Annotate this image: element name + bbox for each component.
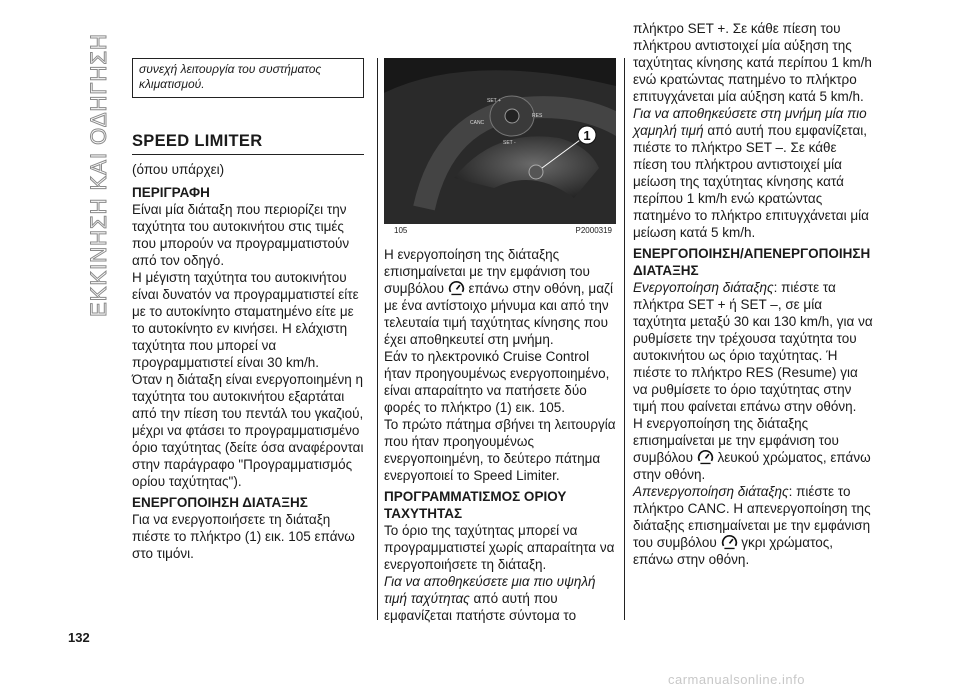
column-middle xyxy=(384,58,616,624)
btn-set-plus-label: SET + xyxy=(487,98,501,104)
watermark: carmanualsonline.info xyxy=(668,672,805,687)
paragraph-text: γκρι χρώματος, επάνω στην οθόνη. xyxy=(633,535,833,567)
paragraph xyxy=(633,483,873,568)
callout-number: 1 xyxy=(583,128,591,143)
heading-activation-deactivation: ΕΝΕΡΓΟΠΟΙΗΣΗ/ΑΠΕΝΕΡΓΟΠΟΙΗΣΗ ΔΙΑΤΑΞΗΣ xyxy=(633,246,871,278)
btn-set-minus-label: SET - xyxy=(503,140,516,146)
paragraph-italic: Απενεργοποίηση διάταξης xyxy=(633,484,789,499)
paragraph: Για να ενεργοποιήσετε τη διάταξη πιέστε το πλήκτρο (1) εικ. 105 επάνω στο τιμόνι. xyxy=(132,512,355,561)
chapter-title: ΕΚΚΙΝΗΣΗ ΚΑΙ ΟΔΗΓΗΣΗ xyxy=(86,33,111,317)
steering-wheel-figure xyxy=(384,58,616,224)
paragraph xyxy=(384,246,616,348)
figure-caption xyxy=(384,224,616,238)
heading-description: ΠΕΡΙΓΡΑΦΗ xyxy=(132,185,210,200)
paragraph: Το πρώτο πάτημα σβήνει τη λειτουργία που ήταν προηγουμένως ενεργοποιημένη, το δεύτερο πάτημα ενεργοποιεί το Speed Limiter. xyxy=(384,417,616,483)
paragraph-text: λευκού χρώματος, επάνω στην οθόνη. xyxy=(633,450,871,482)
speed-limiter-icon xyxy=(721,534,738,551)
column-divider xyxy=(377,58,378,620)
paragraph: πλήκτρο SET +. Σε κάθε πίεση του πλήκτρου αντιστοιχεί μία αύξηση της ταχύτητας κίνησης κατά περίπου 1 km/h ενώ κρατώντας πατημένο το πλήκτρο επιτυγχάνεται μία αύξηση κατά 5 km/h. xyxy=(633,21,872,104)
column-right xyxy=(633,20,873,568)
column-left xyxy=(132,58,364,562)
speed-limiter-icon xyxy=(448,280,465,297)
paragraph-italic: Για να αποθηκεύσετε μια πιο υψηλή τιμή ταχύτητας xyxy=(384,574,596,606)
paragraph-italic: Για να αποθηκεύσετε στη μνήμη μία πιο χαμηλή τιμή xyxy=(633,106,867,138)
continued-note: συνεχή λειτουργία του συστήματος κλιματισμού. xyxy=(132,58,364,98)
steering-wheel-illustration xyxy=(384,58,616,224)
btn-res-label: RES xyxy=(532,113,543,119)
speed-limiter-button-icon xyxy=(529,165,543,179)
paragraph: Εάν το ηλεκτρονικό Cruise Control ήταν προηγουμένως ενεργοποιημένο, είναι απαραίτητο να πατήσετε δύο φορές το πλήκτρο (1) εικ. 105. xyxy=(384,349,610,415)
figure-code: P2000319 xyxy=(575,226,612,235)
paragraph: Είναι μία διάταξη που περιορίζει την ταχύτητα του αυτοκινήτου στις τιμές που μπορούν να προγραμματιστούν από τον οδηγό. xyxy=(132,202,350,268)
paragraph: Το όριο της ταχύτητας μπορεί να προγραμματιστεί χωρίς απαραίτητα να ενεργοποιήσετε τη διάταξη. xyxy=(384,523,615,572)
speed-limiter-icon xyxy=(697,449,714,466)
paragraph: Όταν η διάταξη είναι ενεργοποιημένη η ταχύτητα του αυτοκινήτου εξαρτάται από την πίεση του πεντάλ του γκαζιού, μέχρι να φτάσει το προγραμματισμένο όριο ταχύτητας (δείτε όσα αναφέρονται στην παράγραφο "Προγραμματισμός ορίου ταχύτητας"). xyxy=(132,372,364,489)
paragraph-text: επάνω στην οθόνη, μαζί με ένα αντίστοιχο μήνυμα και από την τελευταία τιμή ταχύτητας κίνησης που έχει αποθηκευτεί στη μνήμη. xyxy=(384,281,613,347)
chapter-side-tab xyxy=(84,30,114,320)
paragraph-italic: Ενεργοποίηση διάταξης xyxy=(633,280,774,295)
paragraph-text: : πιέστε τα πλήκτρα SET + ή SET –, σε μία ταχύτητα μεταξύ 30 και 130 km/h, για να ρυθμίσετε την τρέχουσα ταχύτητα του αυτοκινήτου ως όριο ταχύτητας. Ή πιέστε το πλήκτρο RES (Resume) για να ρυθμίσετε το όριο ταχύτητας στην τιμή που φαίνεται επάνω στην οθόνη. xyxy=(633,280,873,414)
page-number: 132 xyxy=(68,630,90,645)
paragraph: Η μέγιστη ταχύτητα του αυτοκινήτου είναι δυνατόν να προγραμματιστεί είτε με το αυτοκίνητο σταματημένο είτε με το αυτοκίνητο εν κινήσει. Η ελάχιστη ταχύτητα που μπορεί να προγραμματιστεί είναι 30 km/h. xyxy=(132,270,359,370)
heading-activation: ΕΝΕΡΓΟΠΟΙΗΣΗ ΔΙΑΤΑΞΗΣ xyxy=(132,495,308,510)
heading-programming: ΠΡΟΓΡΑΜΜΑΤΙΣΜΟΣ ΟΡΙΟΥ ΤΑΧΥΤΗΤΑΣ xyxy=(384,489,567,521)
paragraph xyxy=(633,415,873,483)
paragraph-text: Η ενεργοποίηση της διάταξης επισημαίνεται με την εμφάνιση του συμβόλου xyxy=(633,416,839,465)
paragraph xyxy=(384,573,616,624)
paragraph-text: από αυτή που εμφανίζεται πατήστε σύντομα το xyxy=(384,591,577,623)
column-divider xyxy=(624,58,625,620)
paragraph xyxy=(633,279,873,415)
section-subtitle: (όπου υπάρχει) xyxy=(132,162,225,177)
section-title: SPEED LIMITER xyxy=(132,132,364,155)
paragraph-text: από αυτή που εμφανίζεται, πιέστε το πλήκτρο SET –. Σε κάθε πίεση του πλήκτρου αντιστοιχεί μία μείωση της ταχύτητας κίνησης κατά περίπου 1 km/h ενώ κρατώντας πατημένο το πλήκτρο επιτυγχάνεται μία μείωση κατά 5 km/h. xyxy=(633,123,869,240)
paragraph xyxy=(633,105,873,241)
paragraph-text: Η ενεργοποίηση της διάταξης επισημαίνεται με την εμφάνιση του συμβόλου xyxy=(384,247,590,296)
btn-canc-label: CANC xyxy=(470,120,485,126)
figure-number: 105 xyxy=(394,226,408,235)
paragraph-text: : πιέστε το πλήκτρο CANC. Η απενεργοποίηση της διάταξης επισημαίνεται με την εμφάνιση του συμβόλου xyxy=(633,484,871,550)
